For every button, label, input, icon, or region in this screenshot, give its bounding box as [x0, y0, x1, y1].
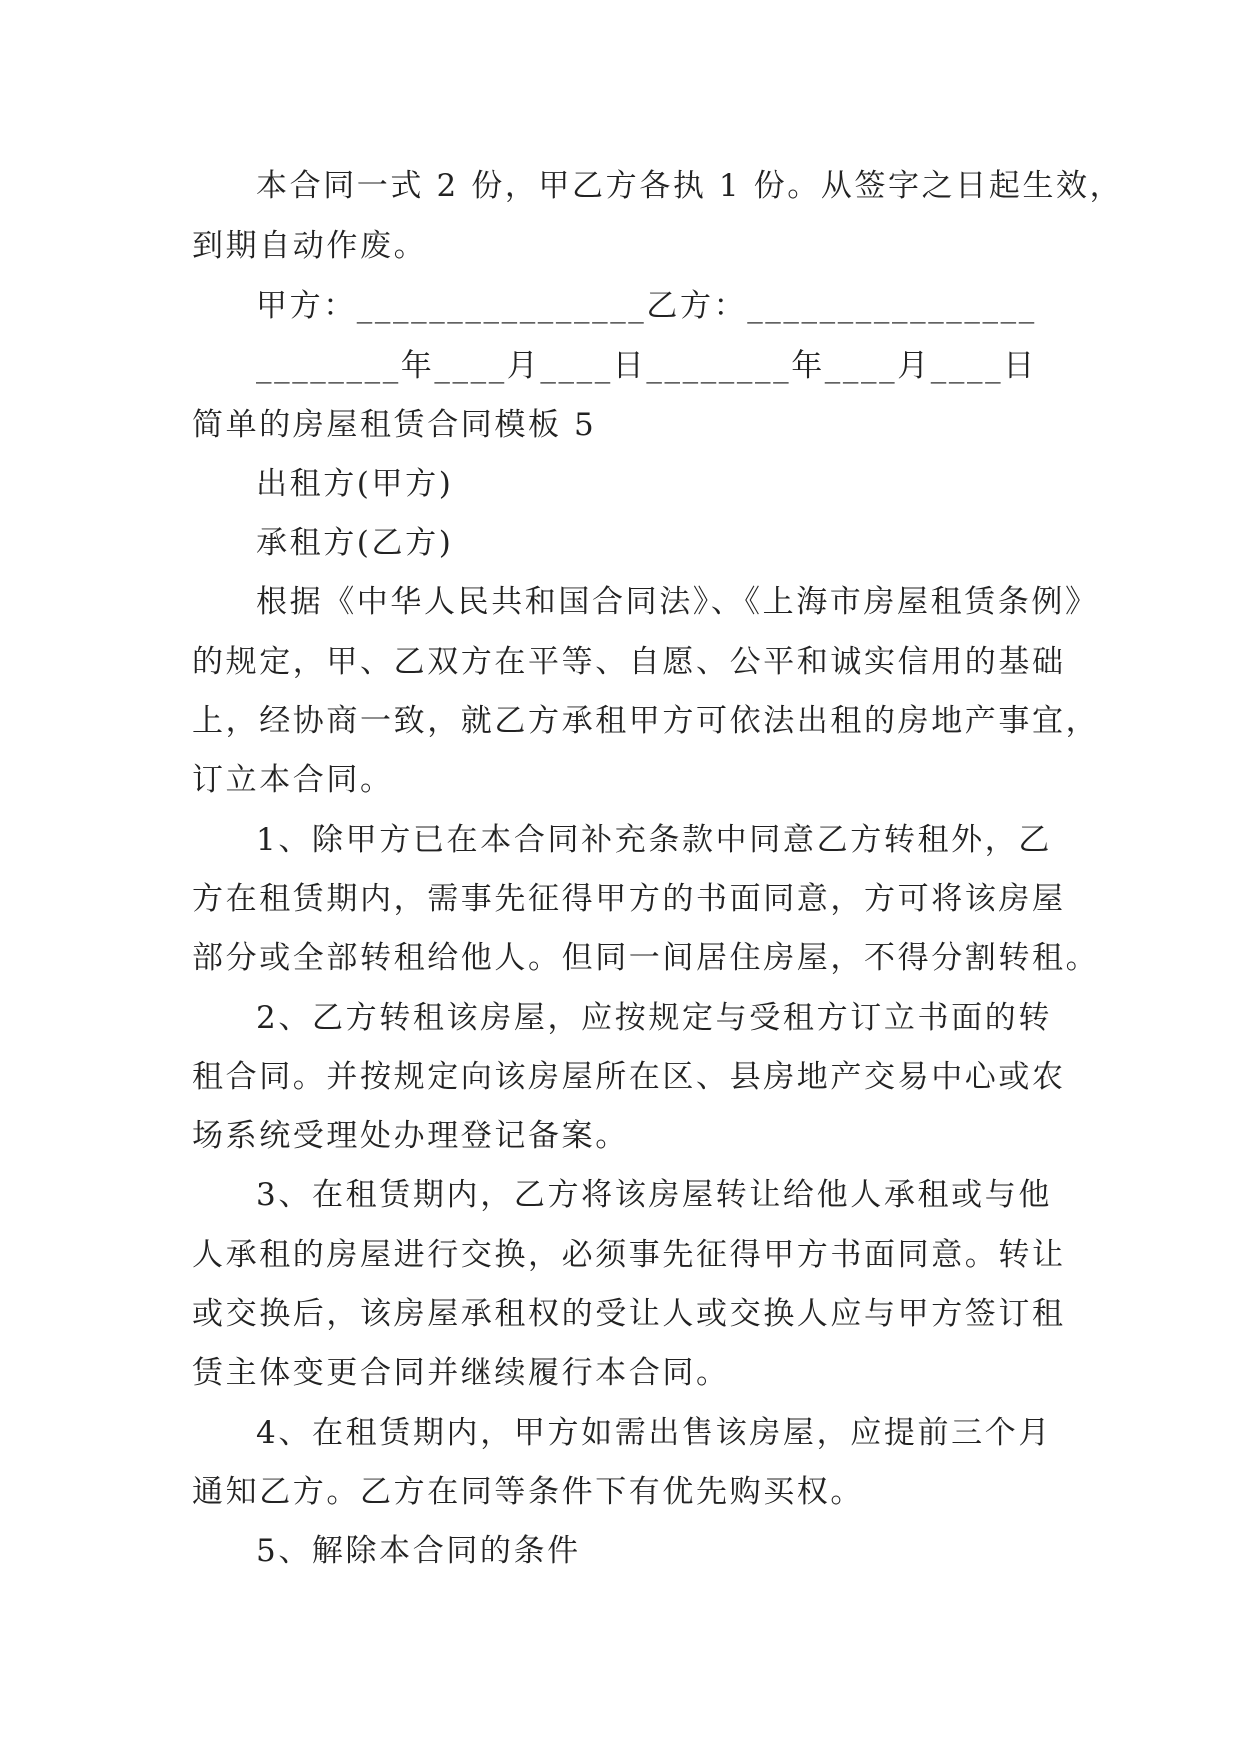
clause-line: 1、除甲方已在本合同补充条款中同意乙方转租外，乙: [256, 822, 1052, 858]
clause-line: 4、在租赁期内，甲方如需出售该房屋，应提前三个月: [256, 1415, 1052, 1451]
paragraph-line: 订立本合同。: [192, 762, 394, 798]
date-line: ________年____月____日________年____月____日: [256, 348, 1037, 384]
clause-line: 部分或全部转租给他人。但同一间居住房屋，不得分割转租。: [192, 940, 1100, 976]
party-line: 承租方(乙方): [256, 525, 454, 561]
section-title: 简单的房屋租赁合同模板 5: [192, 407, 597, 443]
clause-line: 方在租赁期内，需事先征得甲方的书面同意，方可将该房屋: [192, 881, 1066, 917]
paragraph-line: 到期自动作废。: [192, 228, 428, 264]
clause-line: 3、在租赁期内，乙方将该房屋转让给他人承租或与他: [256, 1177, 1052, 1213]
clause-line: 人承租的房屋进行交换，必须事先征得甲方书面同意。转让: [192, 1237, 1066, 1273]
paragraph-line: 根据《中华人民共和国合同法》、《上海市房屋租赁条例》: [256, 584, 1099, 620]
clause-heading: 5、解除本合同的条件: [256, 1533, 581, 1569]
clause-line: 通知乙方。乙方在同等条件下有优先购买权。: [192, 1474, 864, 1510]
party-line: 出租方(甲方): [256, 466, 454, 502]
paragraph-line: 的规定，甲、乙双方在平等、自愿、公平和诚实信用的基础: [192, 644, 1066, 680]
paragraph-line: 上，经协商一致，就乙方承租甲方可依法出租的房地产事宜，: [192, 703, 1100, 739]
clause-line: 场系统受理处办理登记备案。: [192, 1118, 629, 1154]
clause-line: 租合同。并按规定向该房屋所在区、县房地产交易中心或农: [192, 1059, 1066, 1095]
paragraph-line: 本合同一式 2 份，甲乙方各执 1 份。从签字之日起生效，: [256, 168, 1124, 204]
clause-line: 或交换后，该房屋承租权的受让人或交换人应与甲方签订租: [192, 1296, 1066, 1332]
clause-line: 赁主体变更合同并继续履行本合同。: [192, 1355, 730, 1391]
signature-line: 甲方：________________乙方：________________: [256, 288, 1037, 324]
clause-line: 2、乙方转租该房屋，应按规定与受租方订立书面的转: [256, 1000, 1052, 1036]
